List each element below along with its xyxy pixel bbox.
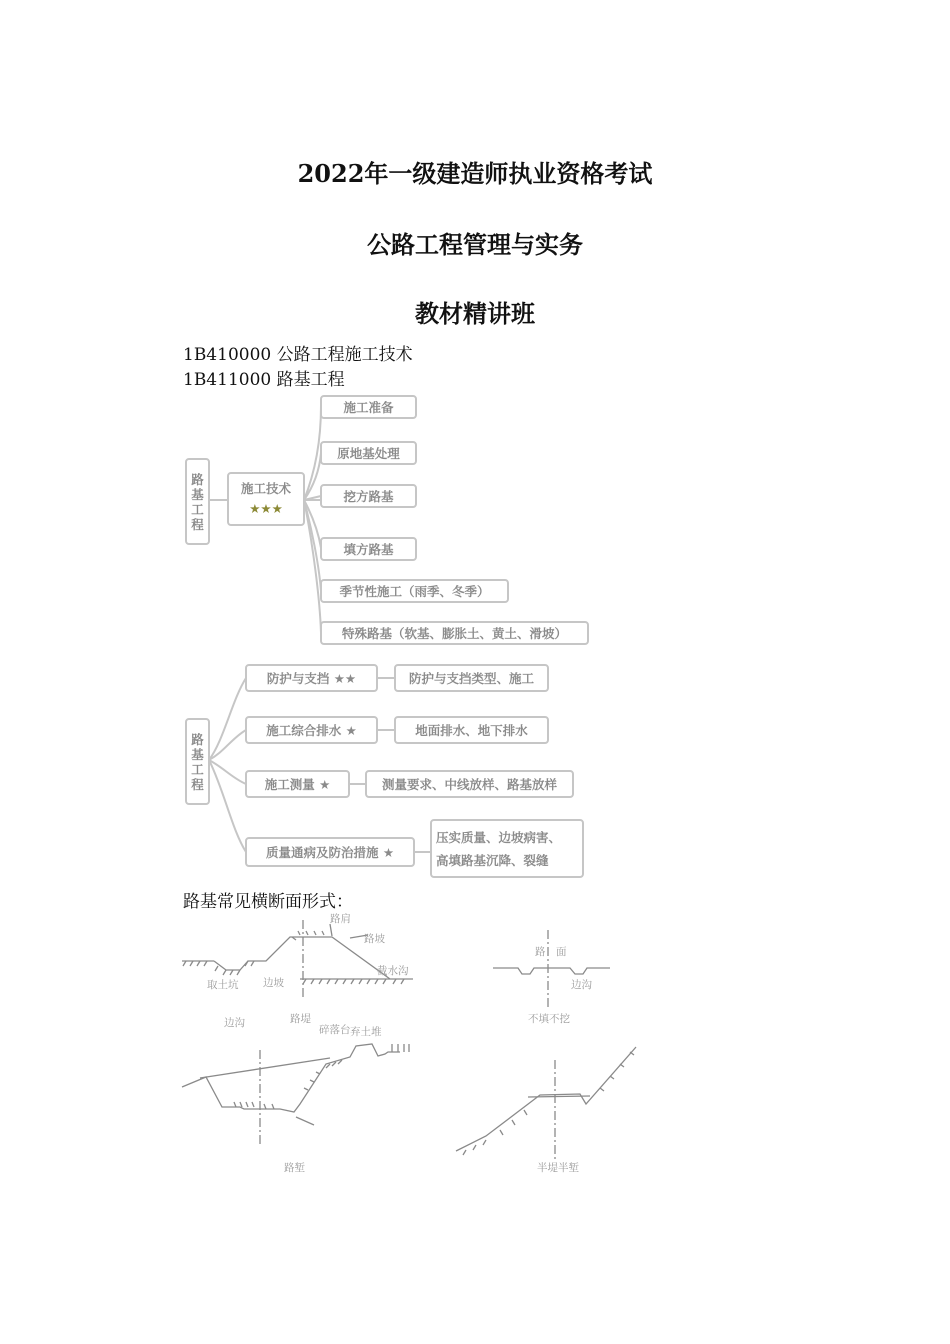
cutting-berm-label: 碎落台 [319, 1024, 351, 1036]
embankment-slope-label: 路坡 [364, 933, 385, 945]
cutting-ditch-label: 边沟 [224, 1017, 245, 1029]
root-char: 程 [191, 516, 204, 532]
item-label: 质量通病及防治措施 [265, 845, 379, 860]
root-char: 基 [191, 746, 204, 762]
survey-node [245, 770, 350, 798]
document-course: 教材精讲班 [415, 299, 535, 328]
item-label: 施工测量 [264, 777, 315, 792]
embankment-borrow-pit-label: 取土坑 [207, 979, 239, 991]
document-title: 2022年一级建造师执业资格考试 [297, 159, 653, 188]
subsection-heading: 1B411000 路基工程 [183, 370, 345, 390]
root-char: 程 [191, 776, 204, 792]
importance-stars: ★★ [333, 670, 357, 686]
survey-detail: 测量要求、中线放样、路基放样 [365, 770, 574, 798]
protection-retaining-detail: 防护与支挡类型、施工 [394, 664, 549, 692]
drainage-detail: 地面排水、地下排水 [394, 716, 549, 744]
cutting-caption: 路堑 [284, 1162, 305, 1174]
branch-seasonal-construction: 季节性施工（雨季、冬季） [320, 579, 509, 603]
protection-retaining-node [245, 664, 378, 692]
branch-fill-subgrade: 填方路基 [320, 537, 417, 561]
root-char: 工 [191, 501, 204, 517]
cross-section-figures-lower [0, 1030, 950, 1180]
cutting-intercepting-ditch-label: 截水沟 [377, 965, 409, 977]
drainage-node [245, 716, 378, 744]
half-fill-half-cut-caption: 半堤半堑 [537, 1162, 579, 1174]
quality-defects-detail [430, 819, 584, 878]
branch-cut-subgrade: 挖方路基 [320, 484, 417, 508]
detail-line: 压实质量、边坡病害、 [436, 829, 562, 845]
cutting-spoil-bank-label: 弃土堆 [350, 1026, 382, 1038]
quality-defects-node [245, 837, 415, 867]
cutting-slope-label: 边坡 [263, 977, 284, 989]
no-fill-no-cut-figure [493, 930, 610, 1010]
embankment-caption: 路堤 [290, 1013, 311, 1025]
root-char: 路 [191, 731, 204, 747]
importance-stars: ★ [319, 776, 331, 792]
detail-line: 高填路基沉降、裂缝 [436, 852, 549, 868]
construction-technique-label: 施工技术 [240, 481, 291, 496]
mindmap2-root [185, 718, 210, 805]
embankment-shoulder-label: 路肩 [330, 913, 351, 925]
document-subject: 公路工程管理与实务 [367, 230, 583, 259]
mindmap1-root [185, 458, 210, 545]
root-char: 路 [191, 471, 204, 487]
branch-foundation-treatment: 原地基处理 [320, 441, 417, 465]
construction-technique-node [227, 472, 305, 526]
root-char: 工 [191, 761, 204, 777]
cross-section-heading: 路基常见横断面形式： [183, 892, 353, 912]
no-fill-caption: 不填不挖 [528, 1013, 570, 1025]
importance-stars: ★ [382, 844, 395, 860]
no-fill-ditch-label: 边沟 [571, 979, 592, 991]
section-heading: 1B410000 公路工程施工技术 [183, 345, 413, 365]
importance-stars: ★★★ [249, 501, 283, 516]
item-label: 施工综合排水 [266, 723, 342, 738]
branch-construction-prep: 施工准备 [320, 395, 417, 419]
importance-stars: ★ [345, 722, 357, 738]
no-fill-road-surface-label: 路 面 [535, 946, 567, 958]
branch-special-subgrade: 特殊路基（软基、膨胀土、黄土、滑坡） [320, 621, 589, 645]
root-char: 基 [191, 486, 204, 502]
item-label: 防护与支挡 [266, 671, 330, 686]
